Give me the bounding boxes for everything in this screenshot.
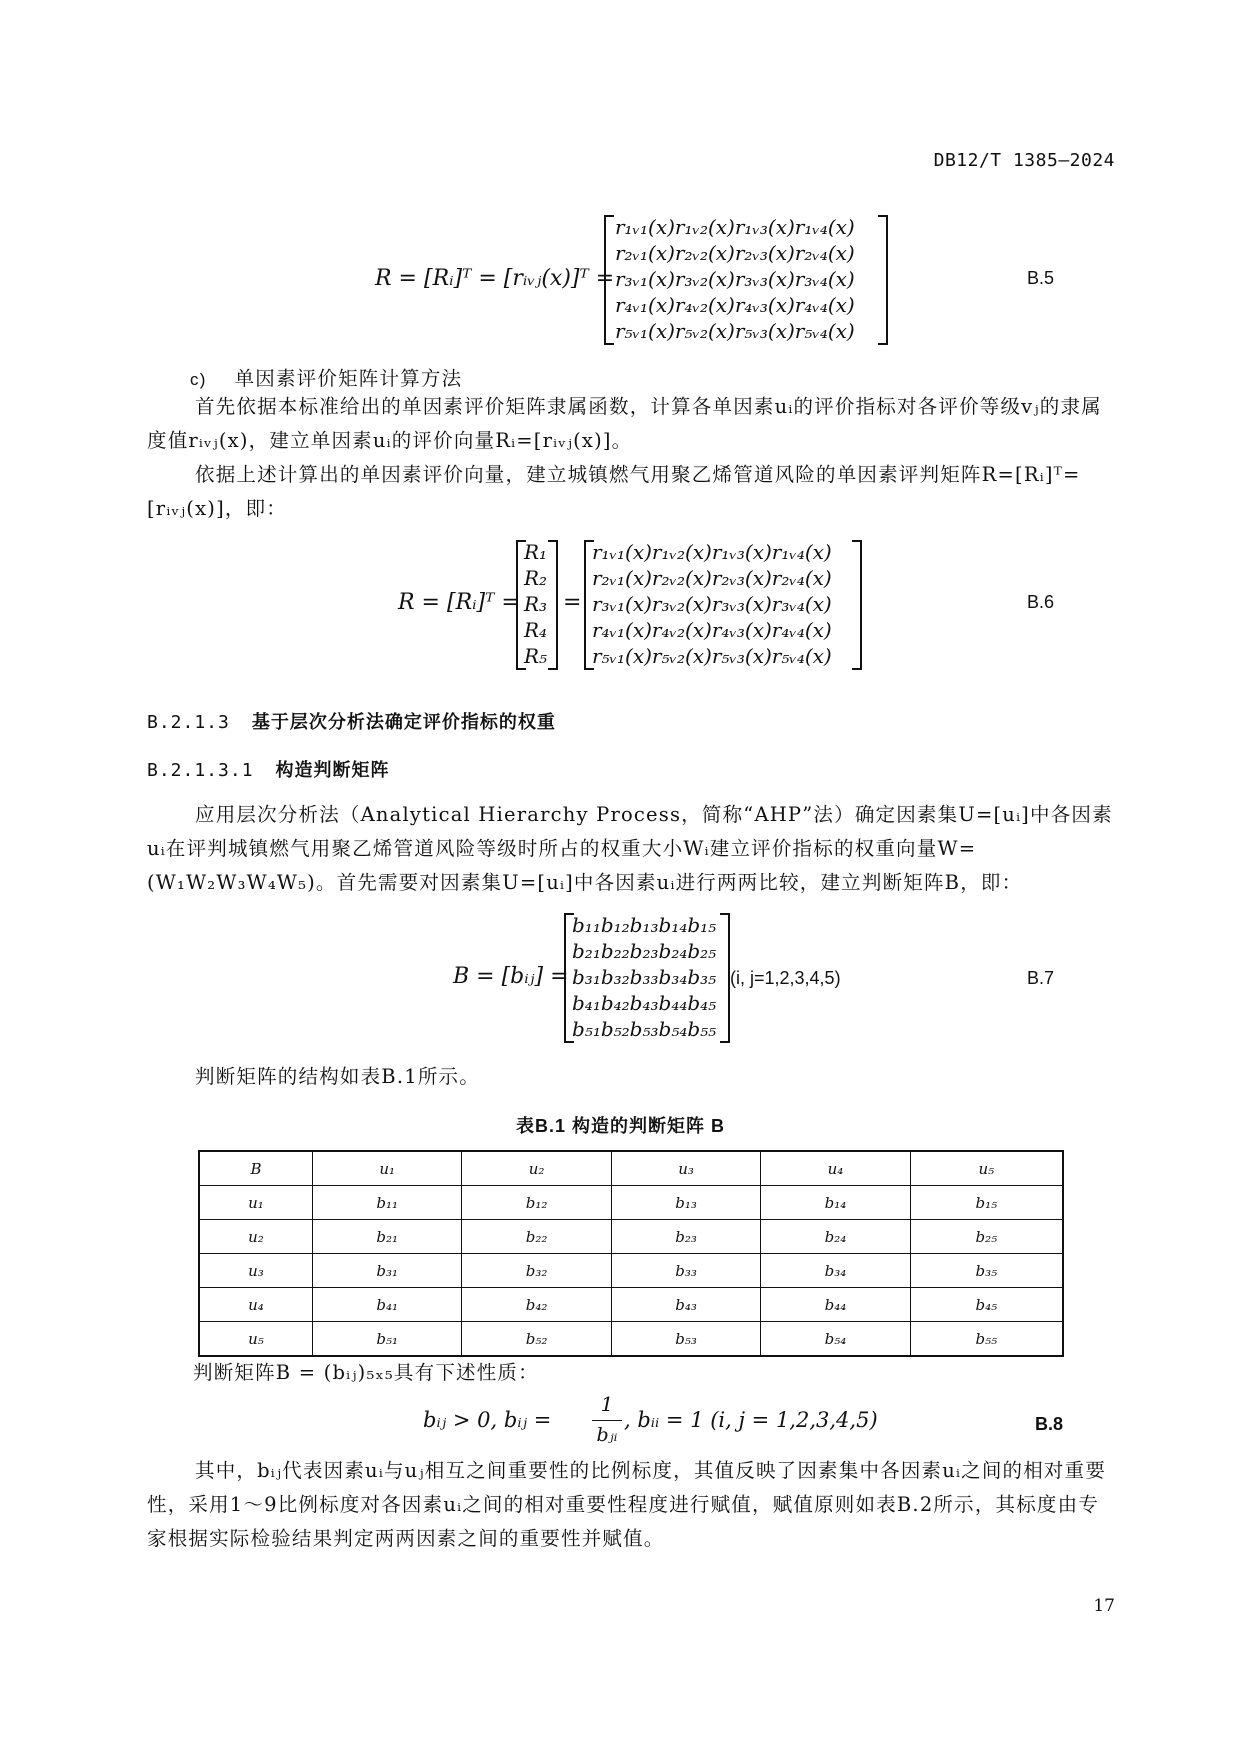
equation-b8-part1: bᵢⱼ > 0, bᵢⱼ = [423,1408,552,1432]
heading-title: 基于层次分析法确定评价指标的权重 [251,712,556,733]
table-cell: b₄₂ [462,1288,611,1322]
section-heading-b2-1-3 [147,708,556,734]
equation-b8-part2: , bᵢᵢ = 1 (i, j = 1,2,3,4,5) [624,1408,878,1432]
equation-label: B.5 [1027,268,1055,288]
table-cell: b₅₁ [312,1322,461,1357]
page-number: 17 [1093,1596,1115,1616]
table-header-cell: u₃ [611,1151,760,1186]
matrix-row: b₂₁b₂₂b₂₃b₂₄b₂₅ [572,939,717,963]
equation-b6-lhs: R = [Rᵢ]ᵀ = [398,590,520,615]
table-header-cell: u₅ [910,1151,1063,1186]
vector-entry: R₅ [524,644,548,668]
table-cell: b₄₁ [312,1288,461,1322]
right-bracket [720,913,730,1043]
equation-b5-lhs: R = [Rᵢ]ᵀ = [rᵢᵥⱼ(x)]ᵀ = [375,266,615,291]
table-row [199,1186,1063,1220]
table-cell: b₁₁ [312,1186,461,1220]
table-cell: b₁₄ [761,1186,910,1220]
equation-b7-lhs: B = [bᵢⱼ] = [453,964,569,989]
matrix-row: b₁₁b₁₂b₁₃b₁₄b₁₅ [572,913,717,937]
table-cell: b₅₃ [611,1322,760,1357]
section-heading-b2-1-3-1 [147,756,390,782]
paragraph: 判断矩阵的结构如表B.1所示。 [195,1065,480,1088]
equals-sign: = [563,590,582,615]
table-cell: b₂₂ [462,1220,611,1254]
table-cell: b₅₂ [462,1322,611,1357]
paragraph-final: 其中，bᵢⱼ代表因素uᵢ与uⱼ相互之间重要性的比例标度，其值反映了因素集中各因素uᵢ之间的相对重要性，采用1～9比例标度对各因素uᵢ之间的相对重要性程度进行赋值，赋值原则如表B.2所示，其标度由专家根据实际检验结果判定两两因素之间的重要性并赋值。 [147,1459,1107,1550]
document-code: DB12/T 1385—2024 [933,150,1115,171]
heading-number: B.2.1.3.1 [147,760,254,781]
table-cell: b₃₁ [312,1254,461,1288]
matrix-row: r₂ᵥ₁(x)r₂ᵥ₂(x)r₂ᵥ₃(x)r₂ᵥ₄(x) [592,566,832,590]
equation-label: B.8 [1035,1414,1064,1434]
heading-number: B.2.1.3 [147,712,230,733]
matrix-row: r₁ᵥ₁(x)r₁ᵥ₂(x)r₁ᵥ₃(x)r₁ᵥ₄(x) [592,540,832,564]
fraction-numerator: 1 [600,1392,614,1416]
table-cell: b₄₃ [611,1288,760,1322]
table-cell: b₅₅ [910,1322,1063,1357]
table-cell: b₃₂ [462,1254,611,1288]
paragraph: 依据上述计算出的单因素评价向量，建立城镇燃气用聚乙烯管道风险的单因素评判矩阵R=[Rᵢ]ᵀ=[rᵢᵥⱼ(x)]，即： [147,463,1081,520]
vector-entry: R₄ [524,618,548,642]
table-header-cell: u₁ [312,1151,461,1186]
table-caption: 表B.1 构造的判断矩阵 B [515,1116,725,1136]
table-cell: b₃₃ [611,1254,760,1288]
matrix-row: r₄ᵥ₁(x)r₄ᵥ₂(x)r₄ᵥ₃(x)r₄ᵥ₄(x) [615,293,855,317]
equation-label: B.6 [1027,592,1055,612]
matrix-row: r₅ᵥ₁(x)r₅ᵥ₂(x)r₅ᵥ₃(x)r₅ᵥ₄(x) [592,644,832,668]
table-cell: b₄₄ [761,1288,910,1322]
fraction-bar [592,1420,622,1421]
paragraph: 判断矩阵B = (bᵢⱼ)₅ₓ₅具有下述性质： [193,1361,539,1384]
left-bracket [604,215,614,345]
paragraph: 首先依据本标准给出的单因素评价矩阵隶属函数，计算各单因素uᵢ的评价指标对各评价等级vⱼ的隶属度值rᵢᵥⱼ(x)，建立单因素uᵢ的评价向量Rᵢ=[rᵢᵥⱼ(x)]。 [147,395,1102,452]
right-bracket [878,215,888,345]
right-bracket [548,540,558,670]
table-cell: u₄ [199,1288,312,1322]
matrix-row: b₃₁b₃₂b₃₃b₃₄b₃₅ [572,965,717,989]
table-row [199,1288,1063,1322]
heading-title: 构造判断矩阵 [275,760,390,781]
table-cell: u₂ [199,1220,312,1254]
table-header-row [199,1151,1063,1186]
table-header-cell: B [199,1151,312,1186]
table-cell: b₃₅ [910,1254,1063,1288]
matrix-row: r₂ᵥ₁(x)r₂ᵥ₂(x)r₂ᵥ₃(x)r₂ᵥ₄(x) [615,241,855,265]
equation-label: B.7 [1027,968,1055,988]
table-cell: b₂₄ [761,1220,910,1254]
judgment-matrix-table [198,1150,1064,1357]
index-range: (i, j=1,2,3,4,5) [730,968,841,988]
matrix-row: b₅₁b₅₂b₅₃b₅₄b₅₅ [572,1017,717,1041]
table-row [199,1254,1063,1288]
table-header-cell: u₄ [761,1151,910,1186]
table-cell: u₃ [199,1254,312,1288]
vector-entry: R₃ [524,592,548,616]
table-cell: b₃₄ [761,1254,910,1288]
list-marker: c) [190,370,207,389]
table-cell: b₄₅ [910,1288,1063,1322]
table-cell: b₁₃ [611,1186,760,1220]
section-title: 单因素评价矩阵计算方法 [234,367,463,390]
paragraph-ahp: 应用层次分析法（Analytical Hierarchy Process，简称“AHP”法）确定因素集U=[uᵢ]中各因素uᵢ在评判城镇燃气用聚乙烯管道风险等级时所占的权重大小Wᵢ建立评价指标的权重向量W=(W₁W₂W₃W₄W₅)。首先需要对因素集U=[uᵢ]中各因素uᵢ进行两两比较，建立判断矩阵B，即： [147,803,1113,894]
table-cell: b₂₅ [910,1220,1063,1254]
matrix-row: r₄ᵥ₁(x)r₄ᵥ₂(x)r₄ᵥ₃(x)r₄ᵥ₄(x) [592,618,832,642]
right-bracket [852,540,862,670]
matrix-row: r₅ᵥ₁(x)r₅ᵥ₂(x)r₅ᵥ₃(x)r₅ᵥ₄(x) [615,319,855,343]
matrix-row: b₄₁b₄₂b₄₃b₄₄b₄₅ [572,991,717,1015]
table-cell: b₅₄ [761,1322,910,1357]
table-cell: b₂₃ [611,1220,760,1254]
table-cell: b₁₂ [462,1186,611,1220]
table-header-cell: u₂ [462,1151,611,1186]
fraction-denominator: bⱼᵢ [596,1424,618,1446]
vector-entry: R₁ [524,540,548,564]
vector-entry: R₂ [524,566,548,590]
table-cell: u₅ [199,1322,312,1357]
table-cell: b₁₅ [910,1186,1063,1220]
table-row [199,1322,1063,1357]
matrix-row: r₁ᵥ₁(x)r₁ᵥ₂(x)r₁ᵥ₃(x)r₁ᵥ₄(x) [615,215,855,239]
table-row [199,1220,1063,1254]
matrix-row: r₃ᵥ₁(x)r₃ᵥ₂(x)r₃ᵥ₃(x)r₃ᵥ₄(x) [592,592,832,616]
table-cell: b₂₁ [312,1220,461,1254]
table-cell: u₁ [199,1186,312,1220]
matrix-row: r₃ᵥ₁(x)r₃ᵥ₂(x)r₃ᵥ₃(x)r₃ᵥ₄(x) [615,267,855,291]
